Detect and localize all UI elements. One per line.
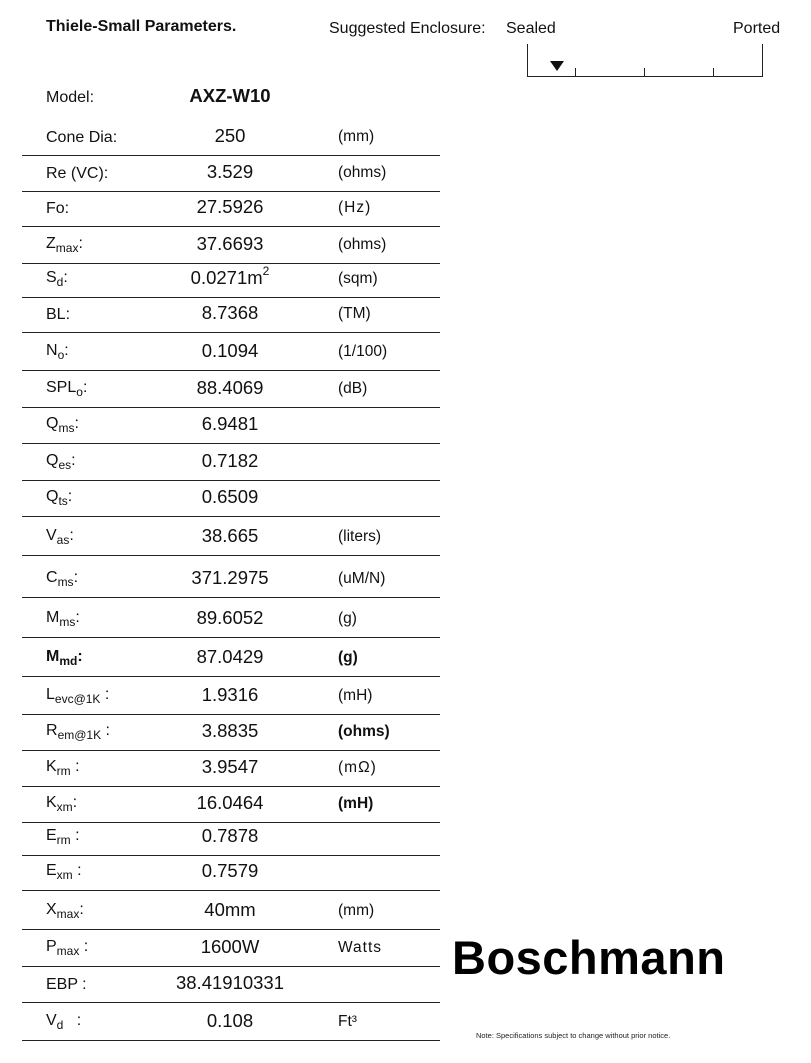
page-title: Thiele-Small Parameters.	[46, 18, 237, 35]
param-value: 37.6693	[196, 233, 264, 254]
param-label-symbol: K	[46, 758, 57, 775]
param-unit: (mH)	[338, 687, 373, 704]
param-label	[46, 269, 68, 289]
param-label-colon: :	[70, 827, 80, 844]
param-label	[46, 758, 80, 778]
table-row	[22, 750, 440, 786]
row-divider	[22, 555, 440, 556]
param-unit: (Hz)	[338, 199, 372, 216]
param-value: 1600W	[200, 936, 260, 957]
param-label	[46, 1012, 81, 1032]
param-value: 0.7579	[201, 860, 259, 881]
param-label-subscript: xm	[56, 868, 73, 882]
param-label	[46, 569, 78, 589]
param-value: 0.108	[206, 1010, 254, 1031]
table-row	[22, 261, 440, 297]
param-unit: (ohms)	[338, 236, 387, 253]
param-label-subscript: rm	[56, 764, 71, 778]
param-label	[46, 452, 76, 472]
param-label: BL:	[46, 306, 71, 323]
table-row	[22, 119, 440, 155]
param-label-symbol: Z	[46, 235, 56, 252]
param-unit: (mH)	[338, 795, 374, 812]
param-value: 1.9316	[201, 684, 259, 705]
row-divider	[22, 890, 440, 891]
param-value: AXZ-W10	[189, 85, 271, 106]
param-label-colon: :	[77, 648, 83, 665]
param-label-subscript: o	[76, 385, 83, 399]
table-row	[22, 966, 440, 1002]
param-label-subscript: xm	[56, 800, 73, 814]
table-row	[22, 714, 440, 750]
param-unit: (ohms)	[338, 723, 390, 740]
param-unit: (mm)	[338, 902, 375, 919]
param-label	[46, 862, 82, 882]
param-value: 89.6052	[196, 607, 264, 628]
param-label-symbol: E	[46, 862, 57, 879]
param-label-colon: :	[100, 686, 110, 703]
param-value: 3.529	[206, 161, 254, 182]
table-row	[22, 519, 440, 555]
table-row	[22, 819, 440, 855]
table-row	[22, 190, 440, 226]
table-row	[22, 786, 440, 822]
param-label-colon: :	[74, 415, 79, 432]
param-label-subscript: em@1K	[57, 728, 102, 742]
param-unit: (1/100)	[338, 343, 388, 360]
param-label-colon: :	[72, 862, 82, 879]
table-row	[22, 296, 440, 332]
param-label-symbol: R	[46, 722, 58, 739]
table-row	[22, 640, 440, 676]
param-label-subscript: ms	[59, 615, 76, 629]
param-value: 3.9547	[201, 756, 259, 777]
param-label-subscript: d	[56, 275, 64, 289]
param-label-symbol: Q	[46, 415, 59, 432]
param-label: Fo:	[46, 200, 70, 217]
param-unit: Watts	[338, 939, 383, 956]
table-row	[22, 407, 440, 443]
table-row	[22, 371, 440, 407]
param-label: Cone Dia:	[46, 129, 118, 146]
param-unit: (TM)	[338, 305, 371, 322]
param-label-symbol: S	[46, 269, 57, 286]
param-label	[46, 938, 88, 958]
param-label-subscript: ms	[57, 575, 74, 589]
enclosure-ported-label: Ported	[733, 20, 781, 37]
param-label-symbol: P	[46, 938, 57, 955]
param-label-colon: :	[78, 235, 83, 252]
param-label-subscript: max	[56, 907, 80, 921]
param-label-symbol: E	[46, 827, 57, 844]
param-value: 38.41910331	[175, 972, 285, 993]
param-value: 250	[214, 125, 246, 146]
param-label-colon: :	[79, 901, 84, 918]
row-divider	[22, 1040, 440, 1041]
param-unit: (uM/N)	[338, 570, 386, 587]
param-label-colon: :	[63, 269, 68, 286]
disclaimer-note: Note: Specifications subject to change without prior notice.	[476, 1031, 671, 1040]
table-row	[22, 1004, 440, 1040]
table-row	[22, 155, 440, 191]
param-label-symbol: Q	[46, 488, 59, 505]
param-value: 6.9481	[201, 413, 259, 434]
brand-logo: Boschmann	[452, 931, 726, 984]
param-label: EBP :	[46, 976, 87, 993]
param-unit: (mΩ)	[338, 759, 377, 776]
param-label-colon: :	[64, 342, 69, 359]
param-label-colon: :	[82, 379, 88, 396]
param-unit: (mm)	[338, 128, 375, 145]
param-label	[46, 901, 84, 921]
param-unit: (g)	[338, 649, 358, 666]
param-label-colon: :	[70, 758, 80, 775]
param-label-colon: :	[67, 488, 73, 505]
param-value: 0.1094	[201, 340, 259, 361]
param-label-symbol: K	[46, 794, 57, 811]
param-label-subscript: as	[56, 533, 70, 547]
param-value: 8.7368	[201, 302, 259, 323]
param-label-symbol: M	[46, 609, 60, 626]
param-unit: (ohms)	[338, 164, 387, 181]
param-label	[46, 342, 69, 362]
row-divider	[22, 332, 440, 333]
param-label	[46, 686, 109, 706]
param-label-colon: :	[63, 1012, 82, 1029]
param-label	[46, 827, 80, 847]
param-unit: (dB)	[338, 380, 368, 397]
param-label-colon: :	[75, 609, 80, 626]
param-label-symbol: L	[46, 686, 55, 703]
param-label	[46, 488, 72, 508]
enclosure-sealed-label: Sealed	[506, 20, 556, 37]
param-label-colon: :	[73, 569, 79, 586]
table-row	[22, 893, 440, 929]
param-value-superscript: 2	[262, 264, 270, 278]
table-row	[22, 930, 440, 966]
row-divider	[22, 637, 440, 638]
param-label-symbol: X	[46, 901, 57, 918]
param-label-symbol: M	[46, 648, 60, 665]
param-label	[46, 527, 74, 547]
param-label	[46, 794, 77, 814]
param-value: 3.8835	[201, 720, 259, 741]
param-label-subscript: md	[59, 654, 78, 668]
table-row	[22, 561, 440, 597]
param-unit: Ft³	[338, 1013, 357, 1030]
param-value-number: 0.0271m	[190, 267, 263, 288]
row-divider	[22, 597, 440, 598]
param-label	[46, 609, 80, 629]
param-label	[46, 415, 79, 435]
param-label-subscript: es	[58, 458, 72, 472]
param-unit: (liters)	[338, 528, 382, 545]
param-label: Model:	[46, 89, 95, 106]
table-row	[22, 601, 440, 637]
param-unit: (sqm)	[338, 270, 378, 287]
table-row	[22, 444, 440, 480]
param-label-subscript: d	[56, 1018, 64, 1032]
param-label-colon: :	[71, 452, 76, 469]
param-value: 0.7878	[201, 825, 259, 846]
table-row	[22, 334, 440, 370]
enclosure-label: Suggested Enclosure:	[329, 20, 486, 37]
param-label: Re (VC):	[46, 165, 109, 182]
param-label-subscript: ts	[58, 494, 68, 508]
param-label-symbol: V	[46, 527, 57, 544]
param-label-symbol: SPL	[46, 379, 77, 396]
param-value: 0.7182	[201, 450, 259, 471]
enclosure-scale	[527, 44, 763, 77]
param-value: 371.2975	[191, 567, 269, 588]
param-unit: (g)	[338, 610, 357, 627]
param-value: 38.665	[201, 525, 259, 546]
param-label-colon: :	[101, 722, 110, 739]
table-row	[22, 678, 440, 714]
param-value: 0.6509	[201, 486, 259, 507]
param-value: 16.0464	[196, 792, 264, 813]
param-label-colon: :	[79, 938, 89, 955]
param-label-colon: :	[72, 794, 78, 811]
param-label-subscript: max	[56, 944, 80, 958]
table-row	[22, 480, 440, 516]
param-label-symbol: Q	[46, 452, 59, 469]
table-row	[22, 79, 440, 115]
param-value: 87.0429	[196, 646, 264, 667]
param-label-subscript: max	[55, 241, 79, 255]
param-label	[46, 722, 110, 742]
row-divider	[22, 676, 440, 677]
row-divider	[22, 516, 440, 517]
param-label-subscript: o	[57, 348, 65, 362]
param-label-symbol: V	[46, 1012, 57, 1029]
table-row	[22, 227, 440, 263]
table-row	[22, 854, 440, 890]
param-value: 40mm	[204, 899, 256, 920]
param-value: 88.4069	[196, 377, 264, 398]
param-label-colon: :	[69, 527, 74, 544]
param-label	[46, 235, 83, 255]
param-label	[46, 648, 83, 668]
param-label-subscript: ms	[58, 421, 75, 435]
param-value	[160, 264, 300, 289]
param-value: 27.5926	[196, 196, 264, 217]
param-label-subscript: rm	[56, 833, 71, 847]
row-divider	[22, 1002, 440, 1003]
param-label-symbol: N	[46, 342, 58, 359]
triangle-down-icon	[550, 61, 564, 71]
param-label	[46, 379, 87, 399]
param-label-symbol: C	[46, 569, 58, 586]
param-label-subscript: evc@1K	[54, 692, 101, 706]
